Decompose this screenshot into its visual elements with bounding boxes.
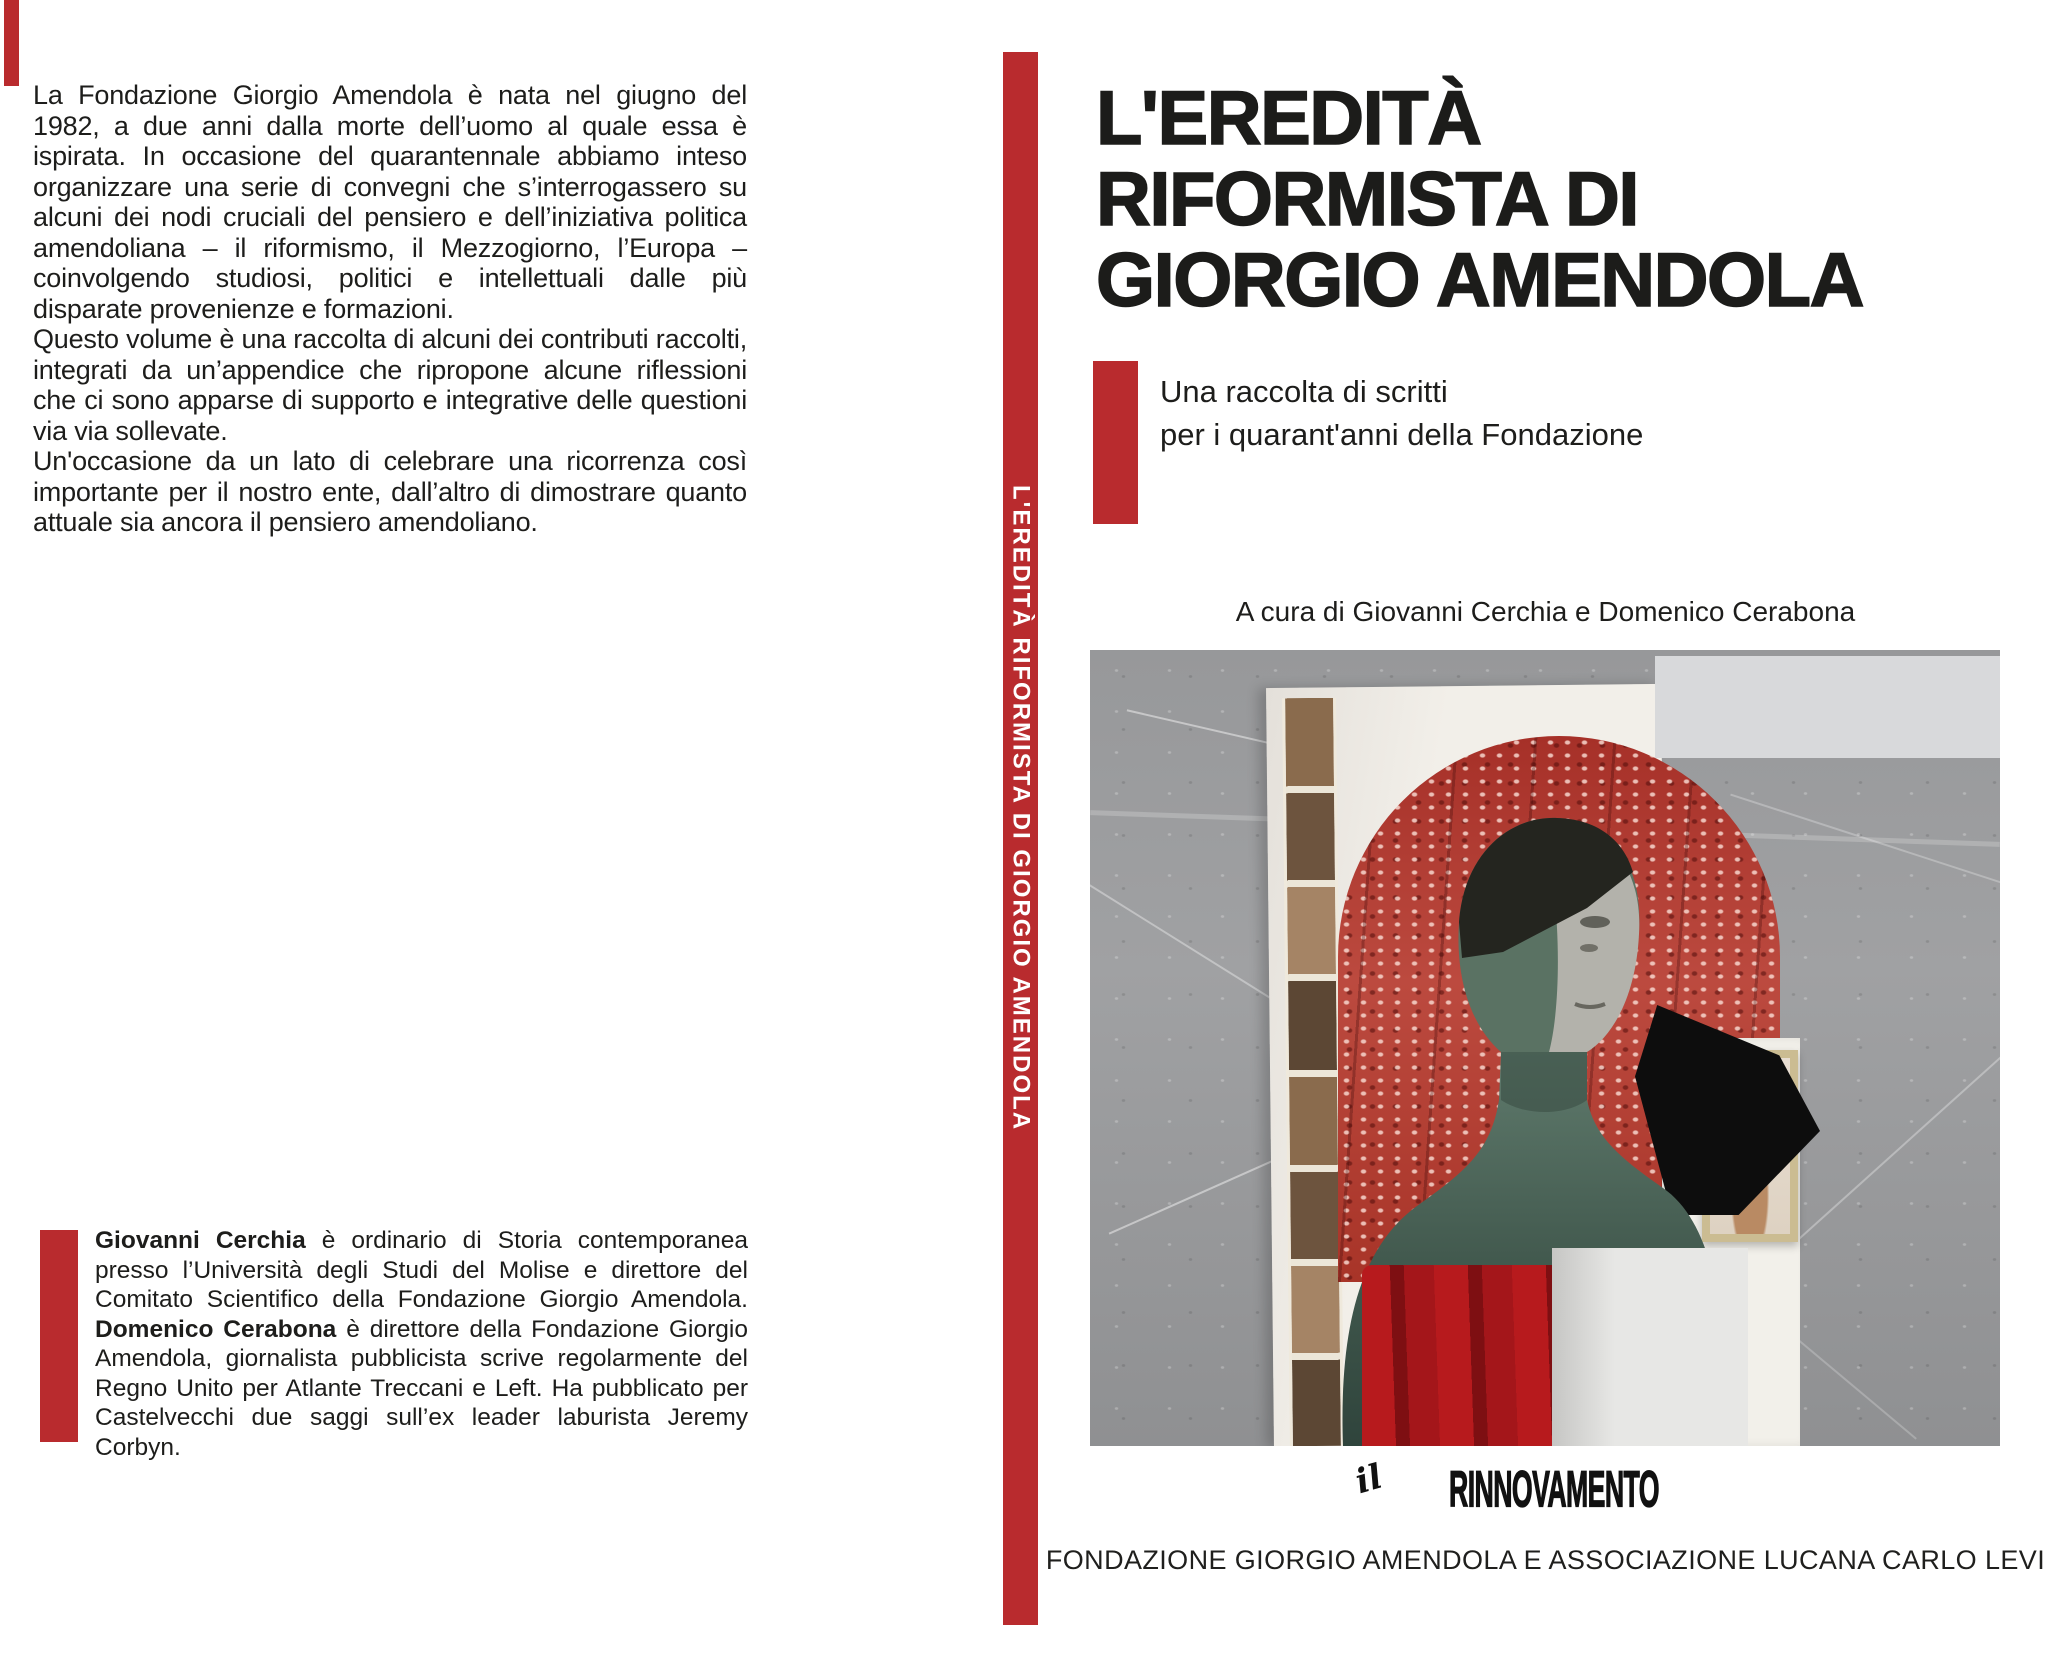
blurb-paragraph: Questo volume è una raccolta di alcuni dei contributi raccolti, integrati da un’appendice che ripropone alcune riflessioni che ci sono apparse di supporto e integrative delle questioni via via sollevate.: [33, 324, 747, 446]
publisher-logo-wordmark: RINNOVAMENTO: [1449, 1460, 1660, 1518]
bust-neck-shadow: [1501, 1052, 1587, 1112]
author-name: Domenico Cerabona: [95, 1315, 337, 1343]
red-corner-mark: [4, 0, 19, 86]
cover-artwork: [1090, 650, 2000, 1446]
red-subtitle-mark: [1093, 361, 1138, 524]
authors-bio-block: [40, 1226, 748, 1462]
front-subtitle-line: Una raccolta di scritti: [1160, 374, 1448, 409]
blurb-paragraph: La Fondazione Giorgio Amendola è nata nel giugno del 1982, a due anni dalla morte dell’uomo al quale essa è ispirata. In occasione del quarantennale abbiamo inteso organizzare una serie di convegni che s’interrogassero su alcuni dei nodi cruciali del pensiero e dell’iniziativa politica amendoliana – il riformismo, il Mezzogiorno, l’Europa – coinvolgendo studiosi, politici e intellettuali dalle più disparate provenienze e formazioni.: [33, 80, 747, 324]
logo-script-prefix: il: [1350, 1456, 1387, 1503]
front-title-line: RIFORMISTA DI: [1096, 157, 1639, 242]
front-title-line: L'EREDITÀ: [1096, 76, 1481, 161]
author-bio: è ordinario di Storia contemporanea presso l’Università degli Studi del Molise e direttore del Comitato Scientifico della Fondazione Giorgio Amendola.: [95, 1227, 748, 1313]
scratch-line: [1788, 993, 2000, 1249]
authors-bio-text: [95, 1226, 748, 1462]
author-bio: è direttore della Fondazione Giorgio Amendola, giornalista pubblicista scrive regolarmente del Regno Unito per Atlante Treccani e Left. Ha pubblicato per Castelvecchi due saggi sull’ex leader laburista Jeremy Corbyn.: [95, 1315, 748, 1461]
red-accent-bar: [40, 1230, 78, 1442]
light-gray-panel: [1655, 656, 2000, 758]
white-pedestal: [1552, 1248, 1748, 1446]
front-title: [1096, 78, 1863, 321]
front-subtitle: [1160, 370, 1643, 456]
curators-line: A cura di Giovanni Cerchia e Domenico Cerabona: [1235, 596, 1856, 627]
bust-brow: [1580, 916, 1610, 928]
spine-title: L'EREDITÀ RIFORMISTA DI GIORGIO AMENDOLA: [1007, 485, 1035, 1132]
book-spine: [1003, 52, 1038, 1625]
blurb-paragraph: Un'occasione da un lato di celebrare una ricorrenza così importante per il nostro ente, dall’altro di dimostrare quanto attuale sia ancora il pensiero amendoliano.: [33, 446, 747, 537]
front-title-line: GIORGIO AMENDOLA: [1096, 238, 1863, 323]
back-cover-blurb: [33, 80, 747, 538]
bust-eye: [1580, 944, 1598, 952]
author-name: Giovanni Cerchia: [95, 1227, 306, 1254]
bio-paragraph: [95, 1226, 748, 1462]
front-subtitle-line: per i quarant'anni della Fondazione: [1160, 417, 1644, 452]
publisher-logo: [1043, 1456, 2048, 1518]
publisher-footer-line: FONDAZIONE GIORGIO AMENDOLA E ASSOCIAZIONE LUCANA CARLO LEVI: [1045, 1545, 2046, 1575]
